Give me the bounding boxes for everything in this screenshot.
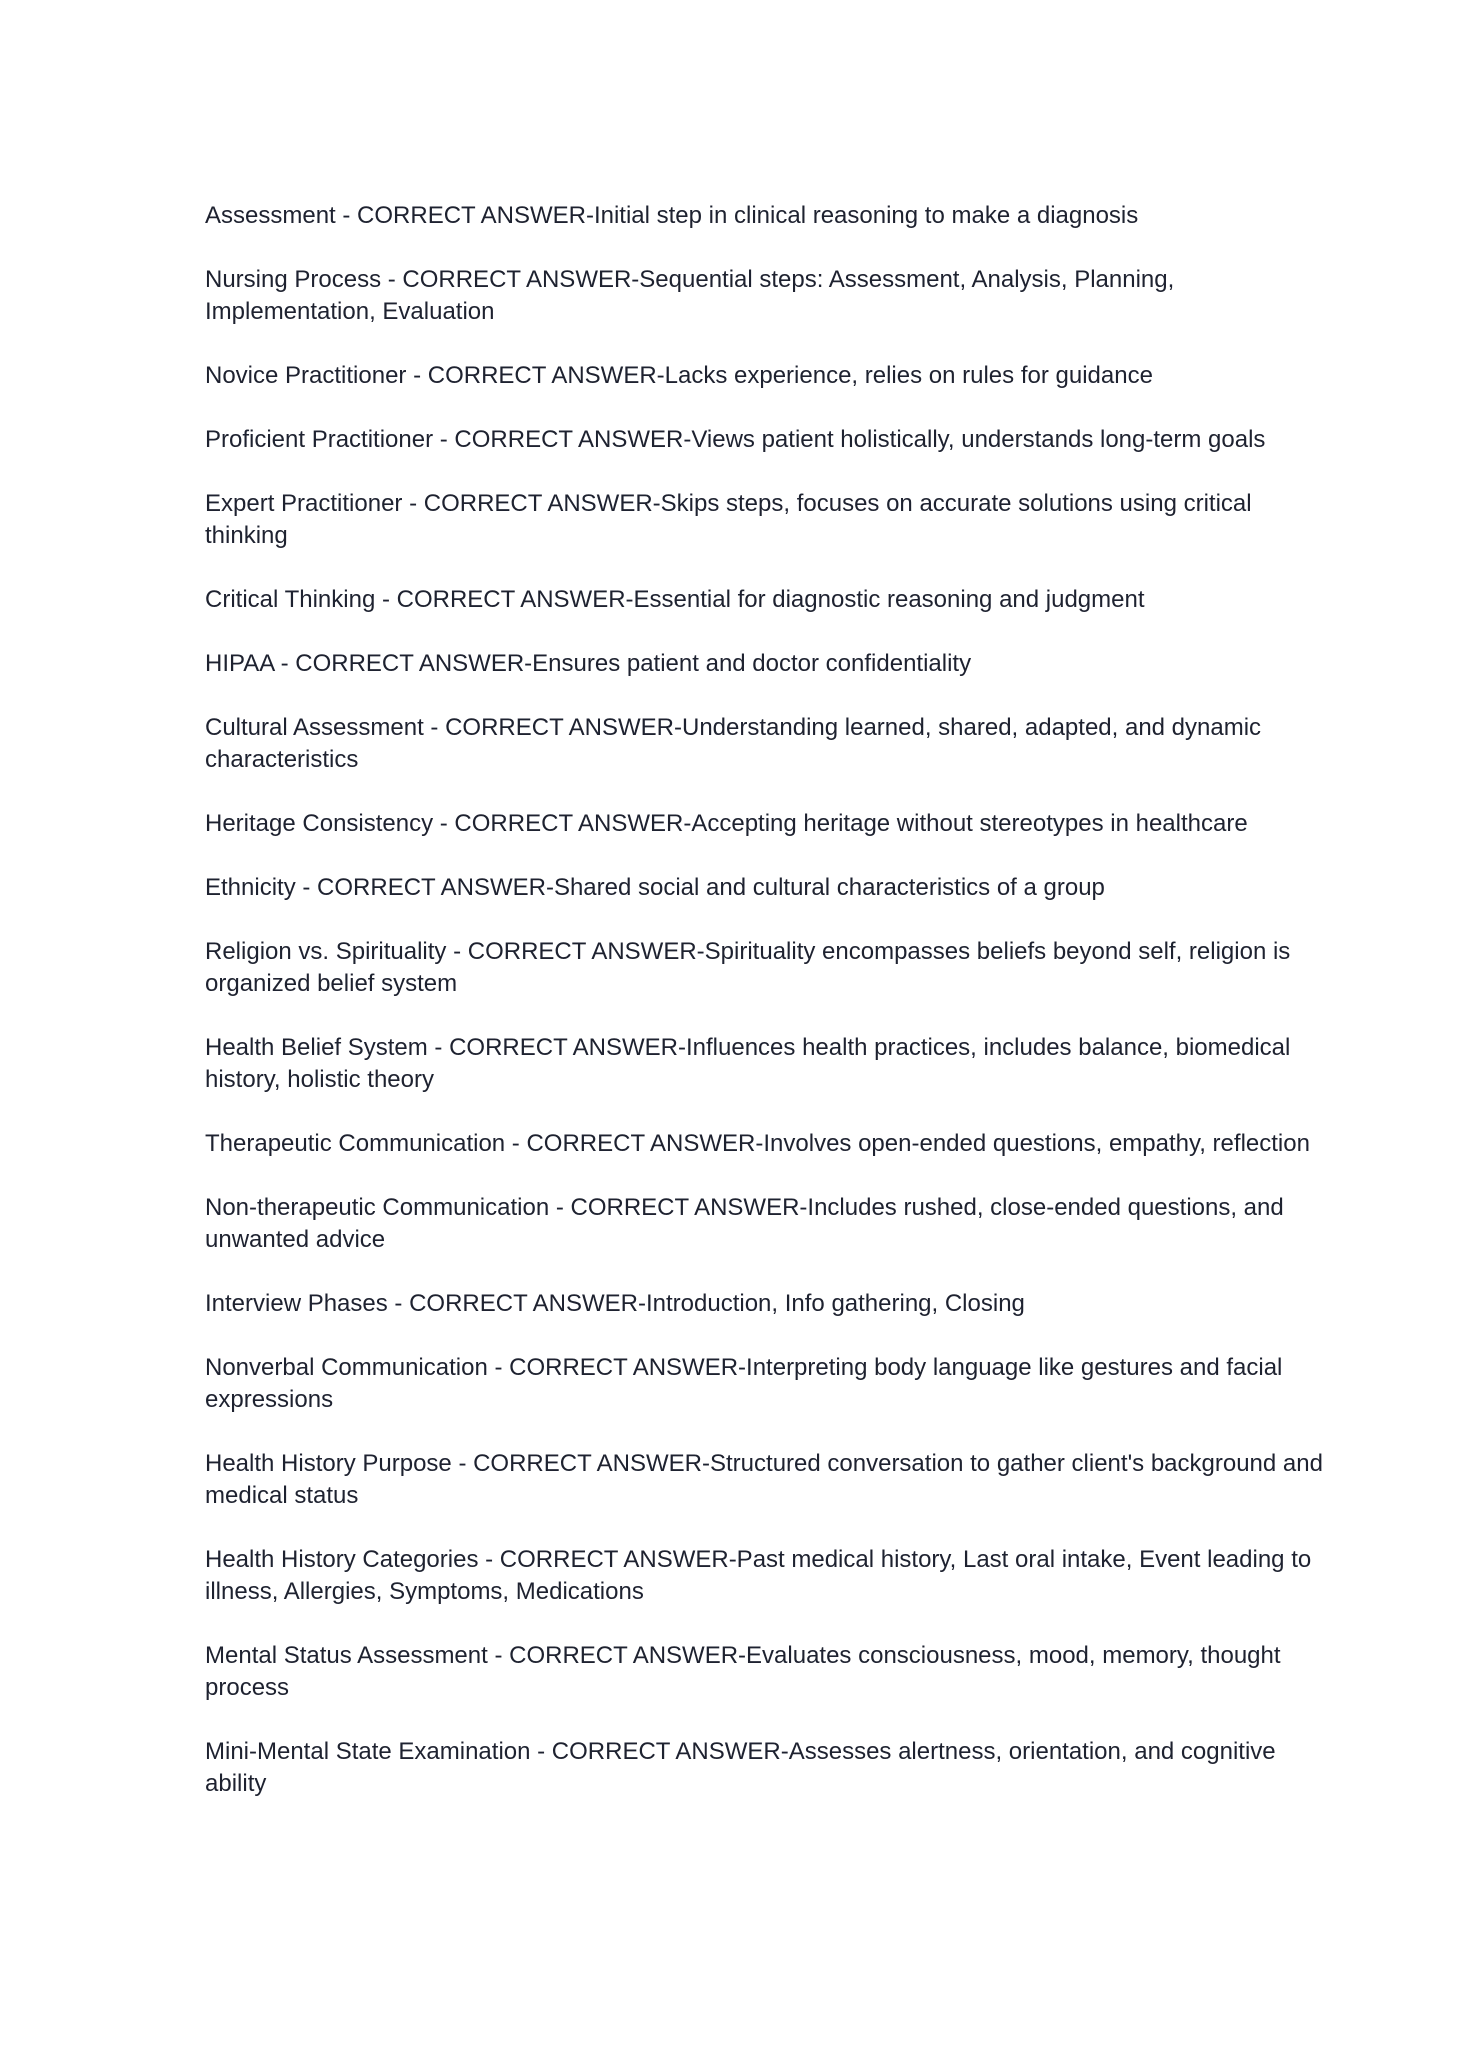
flashcard-entry-critical-thinking: Critical Thinking - CORRECT ANSWER-Essential for diagnostic reasoning and judgment bbox=[205, 586, 1145, 613]
flashcard-entry-therapeutic-communication: Therapeutic Communication - CORRECT ANSWER-Involves open-ended questions, empathy, reflection bbox=[205, 1130, 1310, 1157]
flashcard-entry-heritage-consistency: Heritage Consistency - CORRECT ANSWER-Accepting heritage without stereotypes in healthcare bbox=[205, 810, 1248, 837]
flashcard-entry-novice-practitioner: Novice Practitioner - CORRECT ANSWER-Lacks experience, relies on rules for guidance bbox=[205, 362, 1153, 389]
flashcard-entry-nursing-process: Nursing Process - CORRECT ANSWER-Sequential steps: Assessment, Analysis, Planning, Implementation, Evaluation bbox=[205, 266, 1175, 325]
flashcard-entry-nonverbal-communication: Nonverbal Communication - CORRECT ANSWER-Interpreting body language like gestures and facial expressions bbox=[205, 1354, 1283, 1413]
flashcard-entry-cultural-assessment: Cultural Assessment - CORRECT ANSWER-Understanding learned, shared, adapted, and dynamic characteristics bbox=[205, 714, 1262, 773]
flashcard-entry-non-therapeutic-communication: Non-therapeutic Communication - CORRECT ANSWER-Includes rushed, close-ended questions, and unwanted advice bbox=[205, 1194, 1284, 1253]
flashcard-entry-expert-practitioner: Expert Practitioner - CORRECT ANSWER-Skips steps, focuses on accurate solutions using critical thinking bbox=[205, 490, 1252, 549]
flashcard-entry-health-history-categories: Health History Categories - CORRECT ANSWER-Past medical history, Last oral intake, Event leading to illness, Allergies, Symptoms, Medications bbox=[205, 1546, 1312, 1605]
flashcard-entry-hipaa: HIPAA - CORRECT ANSWER-Ensures patient and doctor confidentiality bbox=[205, 650, 972, 677]
flashcard-entry-mini-mental-state-examination: Mini-Mental State Examination - CORRECT ANSWER-Assesses alertness, orientation, and cognitive ability bbox=[205, 1738, 1276, 1797]
flashcard-entry-health-belief-system: Health Belief System - CORRECT ANSWER-Influences health practices, includes balance, biomedical history, holistic theory bbox=[205, 1034, 1291, 1093]
flashcard-entry-interview-phases: Interview Phases - CORRECT ANSWER-Introduction, Info gathering, Closing bbox=[205, 1290, 1025, 1317]
flashcard-entry-religion-vs-spirituality: Religion vs. Spirituality - CORRECT ANSWER-Spirituality encompasses beliefs beyond self, religion is organized belief system bbox=[205, 938, 1291, 997]
flashcard-entry-ethnicity: Ethnicity - CORRECT ANSWER-Shared social and cultural characteristics of a group bbox=[205, 874, 1105, 901]
flashcard-entry-health-history-purpose: Health History Purpose - CORRECT ANSWER-Structured conversation to gather client's background and medical status bbox=[205, 1450, 1323, 1509]
flashcard-entry-proficient-practitioner: Proficient Practitioner - CORRECT ANSWER-Views patient holistically, understands long-term goals bbox=[205, 426, 1266, 453]
flashcard-entry-mental-status-assessment: Mental Status Assessment - CORRECT ANSWER-Evaluates consciousness, mood, memory, thought process bbox=[205, 1642, 1281, 1701]
flashcard-list bbox=[205, 200, 1325, 1832]
flashcard-entry-assessment: Assessment - CORRECT ANSWER-Initial step in clinical reasoning to make a diagnosis bbox=[205, 202, 1139, 229]
